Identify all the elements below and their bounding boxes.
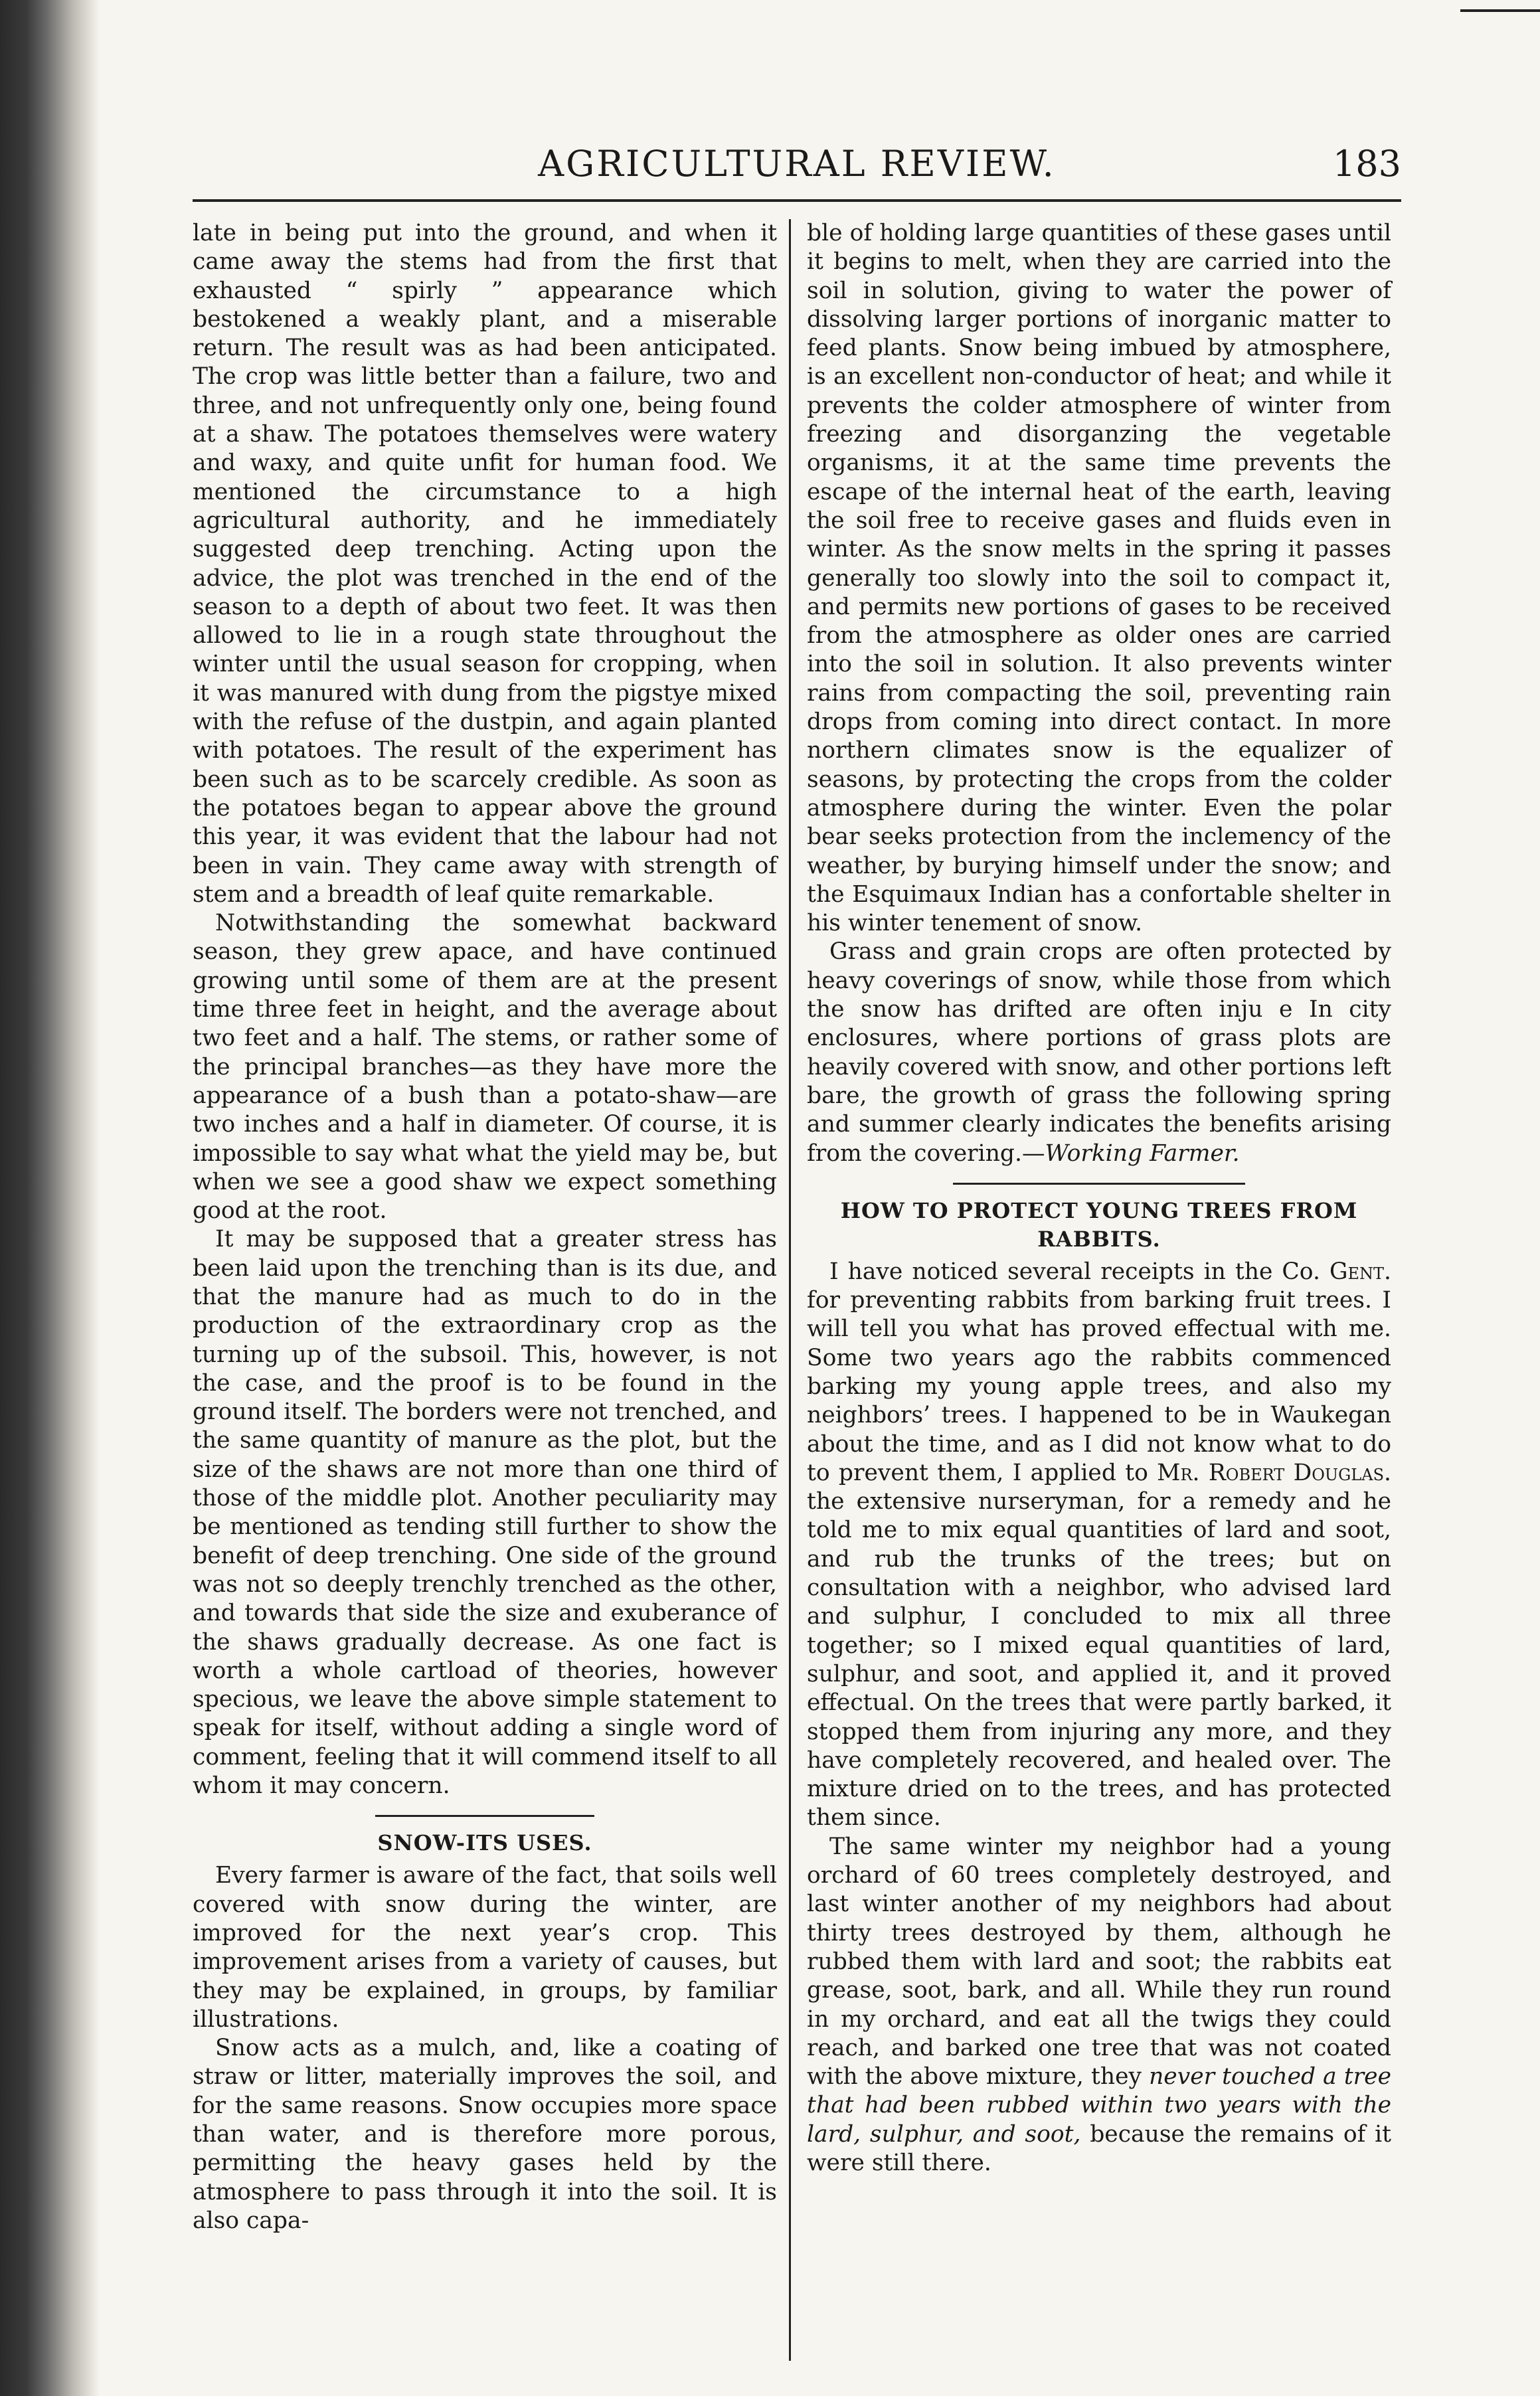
section-heading: SNOW-ITS USES. — [377, 1830, 592, 1856]
paragraph — [807, 1258, 1391, 1833]
section-rule — [375, 1815, 594, 1817]
paragraph: Notwithstanding the somewhat backward season, they grew apace, and have continued growing until some of them are at the present time three feet in height, and the average about two feet and a half. The stems, or rather some of the principal branches—as they have more the appearance of a bush than a potato-shaw—are two inches and a half in diameter. Of course, it is impossible to say what what the yield may be, but when we see a good shaw we expect something good at the root. — [193, 910, 777, 1225]
paragraph-text: The same winter my neighbor had a young orchard of 60 trees completely destroyed, and last winter another of my neighbors had about thirty trees destroyed by them, although he rubbed them with lard and soot; the rabbits eat grease, soot, bark, and all. While they run round in my orchard, and eat all the twigs they could reach, and barked one tree that was not coated with the above mixture, they — [807, 1833, 1391, 2091]
paragraph — [807, 1833, 1391, 2178]
paragraph-text: I have noticed several receipts in the Co. — [829, 1258, 1329, 1285]
paragraph: ble of holding large quantities of these gases until it begins to melt, when they are carried into the soil in solution, giving to water the power of dissolving larger portions of inorganic matter to feed plants. Snow being imbued by atmosphere, is an excellent non-conductor of heat; and while it prevents the colder atmosphere of winter from freezing and disorganzing the vegetable organisms, it at the same time prevents the escape of the internal heat of the earth, leaving the soil free to receive gases and fluids even in winter. As the snow melts in the spring it passes generally too slowly into the soil to compact it, and permits new portions of gases to be received from the atmosphere as older ones are carried into the soil in solution. It also prevents winter rains from compacting the soil, preventing rain drops from coming into direct contact. In more northern climates snow is the equalizer of seasons, by protecting the crops from the colder atmosphere during the winter. Even the polar bear seeks protection from the inclemency of the weather, by burying himself under the snow; and the Esquimaux Indian has a confortable shelter in his winter tenement of snow. — [807, 220, 1391, 937]
paragraph: It may be supposed that a greater stress has been laid upon the trenching than is its due, and that the manure had as much to do in the production of the extraordinary crop as the turning up of the subsoil. This, however, is not the case, and the proof is to be found in the ground itself. The borders were not trenched, and the same quantity of manure as the plot, but the size of the shaws are not more than one third of those of the middle plot. Another peculiarity may be mentioned as tending still further to show the benefit of deep trenching. One side of the ground was not so deeply trenchly trenched as the other, and towards that side the size and exuberance of the shaws gradually decrease. As one fact is worth a whole cartload of theories, however specious, we leave the above simple statement to speak for itself, without adding a single word of comment, feeling that it will commend itself to all whom it may concern. — [193, 1226, 777, 1800]
right-column — [807, 219, 1391, 2178]
column-divider — [789, 219, 791, 2361]
corner-rule — [1460, 9, 1540, 12]
paragraph: late in being put into the ground, and when it came away the stems had from the first that exhausted “ spirly ” appearance which bestokened a weakly plant, and a miserable return. The result was as had been anticipated. The crop was little better than a failure, two and three, and not unfrequently only one, being found at a shaw. The potatoes themselves were watery and waxy, and quite unfit for human food. We mentioned the circumstance to a high agricultural authority, and he immediately suggested deep trenching. Acting upon the advice, the plot was trenched in the end of the season to a depth of about two feet. It was then allowed to lie in a rough state throughout the winter until the usual season for cropping, when it was manured with dung from the pigstye mixed with the refuse of the dustpin, and again planted with potatoes. The result of the experiment has been such as to be scarcely credible. As soon as the potatoes began to appear above the ground this year, it was evident that the labour had not been in vain. They came away with strength of stem and a breadth of leaf quite remarkable. — [193, 220, 777, 908]
paragraph-text: the extensive nurseryman, for a remedy and he told me to mix equal quantities of lard and soot, and rub the trunks of the trees; but on consultation with a neighbor, who advised lard and sulphur, I concluded to mix all three together; so I mixed equal quantities of lard, sulphur, and soot, and applied it, and it proved effectual. On the trees that were partly barked, it stopped them from injuring any more, and they have completely recovered, and healed over. The mixture dried on to the trees, and has protected them since. — [807, 1488, 1391, 1832]
emphasis-text: never touched a tree that had been rubbed within two years with the lard, sulphur, and soot, — [807, 2063, 1392, 2148]
person-name: Mr. Robert Douglas. — [1157, 1459, 1391, 1486]
paragraph: Every farmer is aware of the fact, that soils well covered with snow during the winter, are improved for the next year’s crop. This improvement arises from a variety of causes, but they may be explained, in groups, by familiar illustrations. — [193, 1862, 777, 2033]
paragraph-text: for preventing rabbits from barking fruit trees. I will tell you what has proved effectual with me. Some two years ago the rabbits commenced barking my young apple trees, and also my neighbors’ trees. I happened to be in Waukegan about the time, and as I did not know what to do to prevent them, I applied to — [807, 1287, 1391, 1486]
section-rule — [953, 1183, 1245, 1185]
left-column — [193, 219, 777, 2235]
source-credit: Working Farmer. — [1045, 1140, 1240, 1167]
paragraph — [807, 938, 1391, 1167]
paragraph: Snow acts as a mulch, and, like a coating of straw or litter, materially improves the soil, and for the same reasons. Snow occupies more space than water, and is therefore more porous, permitting the heavy gases held by the atmosphere to pass through it into the soil. It is also capa- — [193, 2035, 777, 2234]
journal-abbrev: Gent. — [1329, 1258, 1391, 1285]
running-title: AGRICULTURAL REVIEW. — [538, 143, 1056, 185]
page-header — [193, 143, 1401, 196]
page-number: 183 — [1332, 143, 1401, 185]
paragraph-text: Grass and grain crops are often protected by heavy coverings of snow, while those from which the snow has drifted are often inju e In city enclosures, where portions of grass plots are heavily covered with snow, and other portions left bare, the growth of grass the following spring and summer clearly indicates the benefits arising from the covering.— — [807, 938, 1391, 1167]
paragraph-text: because the remains of it were still there. — [807, 2120, 1391, 2176]
page-binding-shadow — [0, 0, 100, 2396]
header-rule — [193, 199, 1401, 202]
section-heading: HOW TO PROTECT YOUNG TREES FROM RABBITS. — [840, 1197, 1358, 1252]
